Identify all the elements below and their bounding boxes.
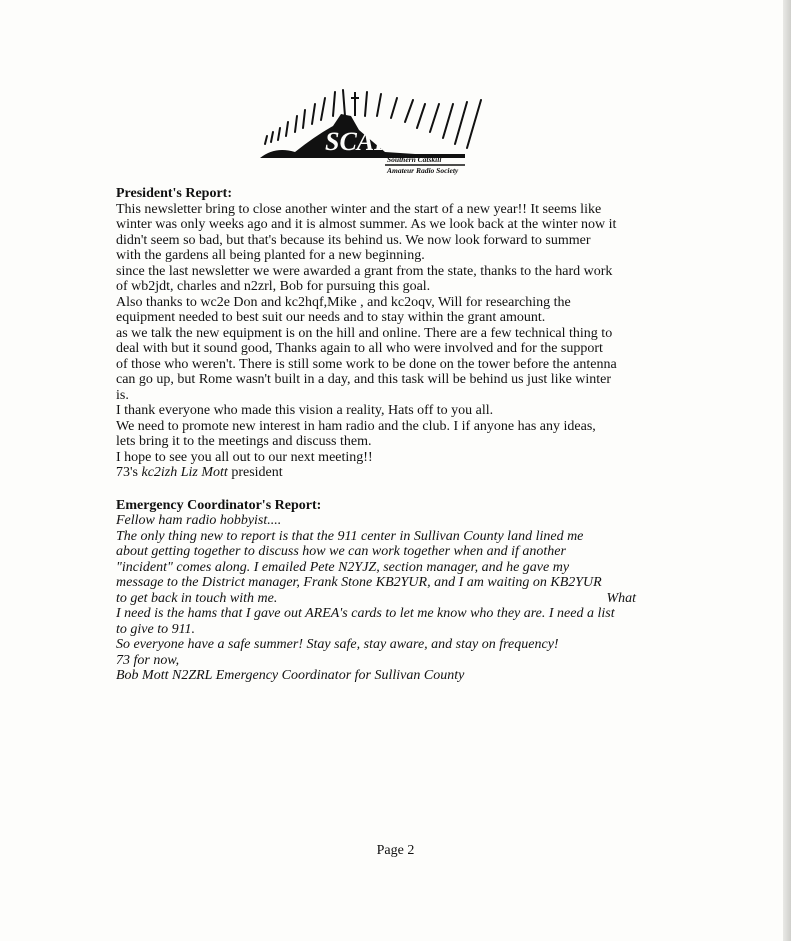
report-line: deal with but it sound good, Thanks again to all who were involved and for the support [116,341,603,356]
report-line: 73 for now, [116,652,180,668]
signoff-prefix: 73's [116,465,142,480]
report-line: of wb2jdt, charles and n2zrl, Bob for pursuing this goal. [116,279,431,294]
presidents-report-heading: President's Report: [116,186,232,201]
report-line: didn't seem so bad, but that's because its behind us. We now look forward to summer [116,232,591,248]
report-line: about getting together to discuss how we can work together when and if another [116,544,566,559]
logo-acronym: SCARS [325,127,406,156]
report-line: since the last newsletter we were awarded a grant from the state, thanks to the hard work [116,263,613,279]
report-split-line [116,591,636,607]
report-line: I hope to see you all out to our next meeting!! [116,449,373,465]
report-line: winter was only weeks ago and it is almost summer. As we look back at the winter now it [116,217,617,232]
report-line: with the gardens all being planted for a new beginning. [116,248,425,263]
presidents-signoff [116,465,636,481]
report-line: equipment needed to best suit our needs and to stay within the grant amount. [116,310,546,325]
report-line: message to the District manager, Frank Stone KB2YUR, and I am waiting on KB2YUR [116,575,602,590]
report-line: to give to 911. [116,621,196,637]
report-line: We need to promote new interest in ham radio and the club. I if anyone has any ideas, [116,418,596,434]
signoff-name: kc2izh Liz Mott [141,465,228,480]
report-line: is. [116,387,129,403]
emergency-report [116,498,636,684]
report-line: I need is the hams that I gave out AREA's cards to let me know who they are. I need a list [116,606,615,621]
report-line: So everyone have a safe summer! Stay safe, stay aware, and stay on frequency! [116,637,559,652]
report-line: I thank everyone who made this vision a reality, Hats off to you all. [116,403,494,418]
report-line: "incident" comes along. I emailed Pete N2YJZ, section manager, and he gave my [116,559,570,575]
report-line: of those who weren't. There is still some work to be done on the tower before the antenna [116,356,617,372]
report-line: Bob Mott N2ZRL Emergency Coordinator for Sullivan County [116,668,465,683]
logo-subtitle-line2: Amateur Radio Society [387,166,459,175]
section-gap [116,481,636,498]
signoff-suffix: president [227,465,283,480]
scan-edge-shadow [783,0,791,941]
report-line: as we talk the new equipment is on the hill and online. There are a few technical thing to [116,325,613,341]
report-line: Fellow ham radio hobbyist.... [116,513,282,528]
logo-subtitle-line1: Southern Catskill [387,155,442,164]
split-line-left: to get back in touch with me. [116,590,278,606]
report-line: can go up, but Rome wasn't built in a day, and this task will be behind us just like winter [116,372,612,387]
emergency-report-heading: Emergency Coordinator's Report: [116,497,322,513]
scars-logo [255,86,490,176]
report-line: The only thing new to report is that the 911 center in Sullivan County land lined me [116,528,584,544]
report-line: This newsletter bring to close another winter and the start of a new year!! It seems like [116,201,602,217]
report-line: Also thanks to wc2e Don and kc2hqf,Mike , and kc2oqv, Will for researching the [116,294,571,310]
page-number: Page 2 [376,843,415,858]
report-line: lets bring it to the meetings and discuss them. [116,434,372,449]
split-line-right: What [606,590,636,606]
presidents-report [116,186,636,481]
newsletter-content [116,186,636,684]
